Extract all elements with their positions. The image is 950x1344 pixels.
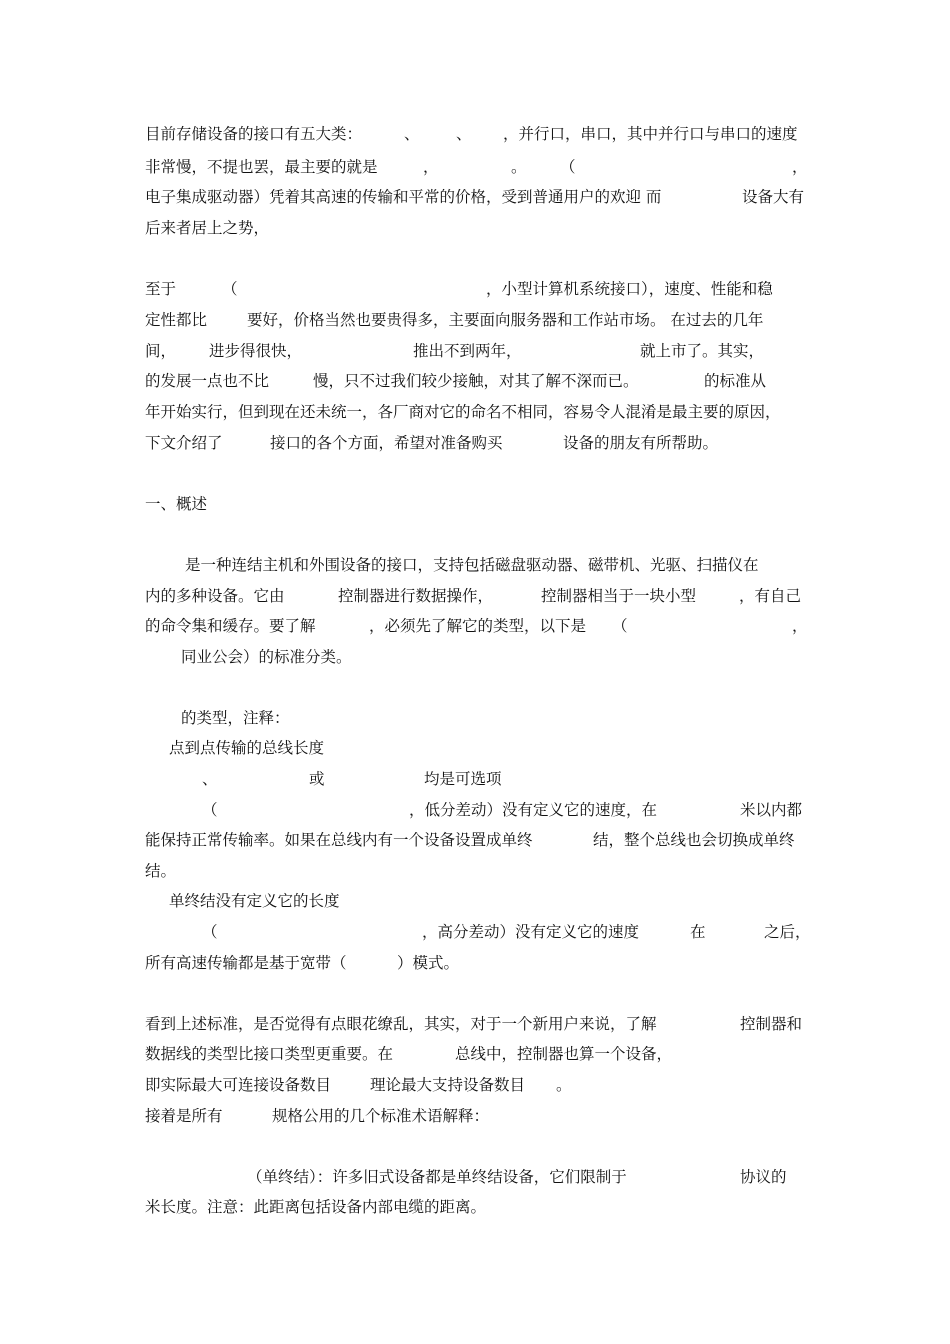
text-segment: 后来者居上之势， [145,219,270,237]
text-segment: ）模式。 [397,954,460,972]
text-segment: ， [792,158,808,176]
text-segment: 即实际最大可连接设备数目 [145,1076,332,1094]
text-segment: 所有高速传输都是基于宽带（ [145,954,347,972]
text-segment: 结。 [145,862,177,880]
text-segment: 控制器相当于一块小型 [541,587,697,605]
text-segment: 非常慢，不提也罢，最主要的就是 [145,158,378,176]
text-segment: 看到上述标准，是否觉得有点眼花缭乱，其实，对于一个新用户来说，了解 [145,1015,657,1033]
text-segment: 总线中，控制器也算一个设备， [455,1045,673,1063]
text-segment: 就上市了。其实， [640,342,765,360]
text-segment: 、 [404,125,420,143]
text-segment: 进步得很快， [209,342,303,360]
text-segment: 电子集成驱动器）凭着其高速的传输和平常的价格，受到普通用户的欢迎 而 [145,188,662,206]
text-segment: 接口的各个方面，希望对准备购买 [270,434,503,452]
text-segment: 的命令集和缓存。要了解 [145,617,316,635]
text-segment: 米长度。注意：此距离包括设备内部电缆的距离。 [145,1198,487,1216]
text-segment: 。 [511,158,527,176]
text-segment: 设备的朋友有所帮助。 [563,434,719,452]
text-segment: 下文介绍了 [145,434,223,452]
text-segment: （单终结）：许多旧式设备都是单终结设备，它们限制于 [247,1168,627,1186]
text-segment: 至于 [145,280,177,298]
text-segment: ， [423,158,439,176]
text-segment: 数据线的类型比接口类型更重要。在 [145,1045,394,1063]
text-segment: （ [202,923,218,941]
text-segment: （ [612,617,628,635]
text-segment: 均是可选项 [424,770,502,788]
text-segment: ，低分差动）没有定义它的速度，在 [409,801,658,819]
text-segment: 的标准从 [704,372,767,390]
text-segment: 慢，只不过我们较少接触，对其了解不深而已。 [313,372,639,390]
text-segment: 点到点传输的总线长度 [169,739,325,757]
text-segment: 米以内都 [740,801,803,819]
text-segment: ，小型计算机系统接口），速度、性能和稳 [486,280,773,298]
text-segment: 或 [309,770,325,788]
text-segment: ，必须先了解它的类型，以下是 [369,617,587,635]
text-segment: 理论最大支持设备数目 [370,1076,526,1094]
text-segment: 是一种连结主机和外围设备的接口，支持包括磁盘驱动器、磁带机、光驱、扫描仪在 [185,556,759,574]
text-segment: 协议的 [740,1168,787,1186]
text-segment: ，并行口，串口，其中并行口与串口的速度 [503,125,798,143]
text-segment: ，高分差动）没有定义它的速度 [422,923,640,941]
text-segment: （ [560,158,576,176]
text-segment: 单终结没有定义它的长度 [169,892,340,910]
text-segment: 年开始实行，但到现在还未统一，各厂商对它的命名不相同，容易令人混淆是最主要的原因， [145,403,781,421]
text-segment: 间， [145,342,177,360]
text-segment: 结，整个总线也会切换成单终 [593,831,795,849]
text-segment: 之后， [764,923,811,941]
text-segment: 控制器进行数据操作， [338,587,494,605]
text-segment: ， [792,617,808,635]
text-segment: （ [202,801,218,819]
text-segment: ，有自己 [739,587,802,605]
text-segment: 、 [456,125,472,143]
text-segment: 规格公用的几个标准术语解释： [272,1107,490,1125]
text-segment: 内的多种设备。它由 [145,587,285,605]
text-segment: 一、概述 [145,495,208,513]
text-segment: 同业公会）的标准分类。 [181,648,352,666]
text-segment: 的发展一点也不比 [145,372,270,390]
text-segment: （ [222,280,238,298]
text-segment: 接着是所有 [145,1107,223,1125]
text-segment: 设备大有 [742,188,805,206]
text-segment: 推出不到两年， [413,342,522,360]
text-segment: 定性都比 [145,311,208,329]
text-segment: 的类型，注释： [181,709,290,727]
text-segment: 在 [690,923,706,941]
text-segment: 控制器和 [740,1015,803,1033]
text-segment: 、 [202,770,218,788]
text-segment: 能保持正常传输率。如果在总线内有一个设备设置成单终 [145,831,533,849]
text-segment: 要好，价格当然也要贵得多，主要面向服务器和工作站市场。 在过去的几年 [247,311,764,329]
text-segment: 。 [556,1076,572,1094]
text-segment: 目前存储设备的接口有五大类： [145,125,363,143]
